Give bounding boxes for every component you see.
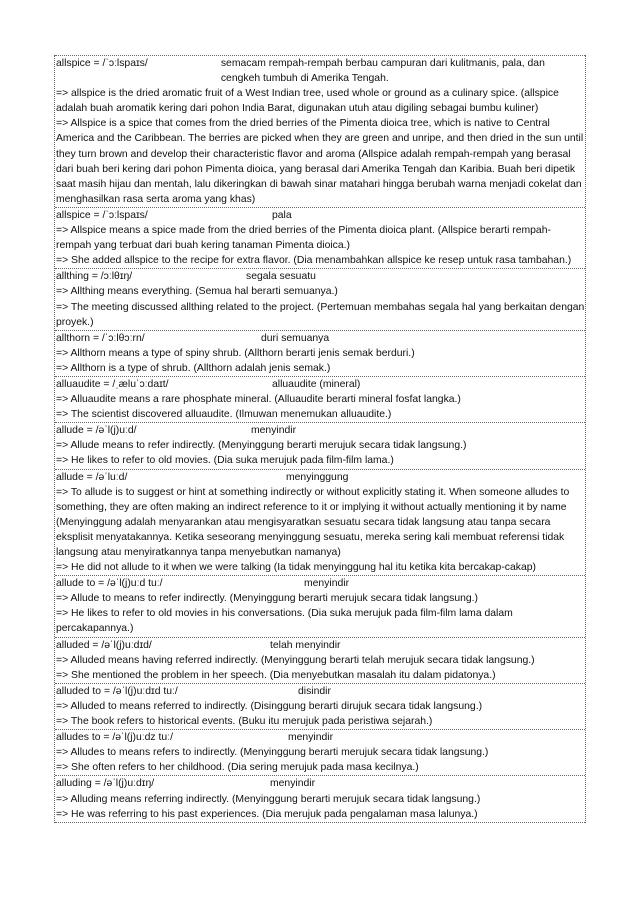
definition-line: => Allthing means everything. (Semua hal berarti semuanya.): [56, 286, 338, 298]
entry-alludes-to: [55, 729, 585, 775]
entry-heading: [56, 730, 585, 745]
headword: allude to = /əˈl(j)uːd tuː/: [56, 578, 163, 590]
definition-line: => Allude means to refer indirectly. (Menyinggung berarti merujuk secara tidak langsung.): [56, 440, 467, 452]
meaning: duri semuanya: [261, 332, 330, 344]
entry-allude-2: [55, 469, 585, 576]
entry-heading: [56, 638, 585, 653]
definition-line: => Allspice means a spice made from the dried berries of the Pimenta dioica plant. (Allspice berarti rempah-rempah yang terbuat dari buah kering tanaman Pimenta dioica.): [56, 225, 551, 252]
entry-heading: [56, 470, 585, 485]
entry-heading: [56, 576, 585, 591]
definition-line: => Allspice is a spice that comes from the dried berries of the Pimenta dioica tree, which is native to Central America and the Caribbean. The berries are picked when they are green and unripe, and then dried in the sun until they turn brown and develop their characteristic flavor and aroma (Allspice adalah rempah-rempah yang berasal dari buah beri kering dari pohon Pimenta dioica, yang berasal dari Amerika Tengah dan Karibia. Buah beri dipetik saat masih hijau dan mentah, lalu dikeringkan di bawah sinar matahari hingga berubah warna menjadi cokelat dan menghasilkan rasa serta aroma yang khas): [56, 118, 584, 205]
meaning: alluaudite (mineral): [272, 378, 361, 390]
entry-heading: [56, 208, 585, 223]
meaning: disindir: [298, 685, 331, 697]
dictionary-document: [54, 55, 586, 823]
entry-heading: [56, 684, 585, 699]
headword: allude = /əˈluːd/: [56, 471, 128, 483]
entry-heading: [56, 269, 585, 284]
meaning: pala: [272, 209, 292, 221]
entry-heading: [56, 56, 585, 86]
entry-allude-1: [55, 422, 585, 468]
definition-line: => He likes to refer to old movies in his conversations. (Dia suka merujuk pada film-film lama dalam percakapannya.): [56, 608, 513, 635]
entry-heading: [56, 377, 585, 392]
definition-line: => Alluding means referring indirectly. (Menyinggung berarti merujuk secara tidak langsung.): [56, 793, 481, 805]
headword: alludes to = /əˈl(j)uːdz tuː/: [56, 732, 173, 744]
definition-line: => allspice is the dried aromatic fruit of a West Indian tree, used whole or ground as a culinary spice. (allspice adalah buah aromatik kering dari pohon India Barat, digunakan utuh atau digiling sebagai bumbu kuliner): [56, 88, 559, 115]
definition-line: => He was referring to his past experiences. (Dia merujuk pada pengalaman masa lalunya.): [56, 808, 478, 820]
definition-line: => Alludes to means refers to indirectly. (Menyinggung berarti merujuk secara tidak langsung.): [56, 747, 489, 759]
meaning: menyinggung: [286, 471, 349, 483]
entry-alluaudite: [55, 376, 585, 422]
definition-line: => He did not allude to it when we were talking (Ia tidak menyinggung hal itu ketika kita bercakap-cakap): [56, 562, 536, 574]
definition-line: => She often refers to her childhood. (Dia sering merujuk pada masa kecilnya.): [56, 762, 419, 774]
entry-allthorn: [55, 330, 585, 376]
headword: allspice = /ˈɔːlspaɪs/: [56, 58, 148, 69]
headword: allude = /əˈl(j)uːd/: [56, 425, 137, 437]
definition-line: => She added allspice to the recipe for extra flavor. (Dia menambahkan allspice ke resep untuk rasa tambahan.): [56, 255, 572, 267]
definition-line: => The scientist discovered alluaudite. (Ilmuwan menemukan alluaudite.): [56, 409, 392, 421]
meaning: menyindir: [288, 732, 334, 744]
definition-line: => The book refers to historical events. (Buku itu merujuk pada peristiwa sejarah.): [56, 716, 433, 728]
entry-alluding: [55, 775, 585, 822]
entry-allude-to: [55, 575, 585, 636]
entry-alluded-to: [55, 683, 585, 729]
entry-heading: [56, 331, 585, 346]
entry-alluded: [55, 637, 585, 683]
definition-line: => Allthorn means a type of spiny shrub. (Allthorn berarti jenis semak berduri.): [56, 347, 415, 359]
definition-line: => Allude to means to refer indirectly. (Menyinggung berarti merujuk secara tidak langsung.): [56, 593, 479, 605]
entry-heading: [56, 776, 585, 791]
entry-heading: [56, 423, 585, 438]
entry-allspice-2: [55, 207, 585, 268]
meaning: menyindir: [270, 778, 316, 790]
headword: alluded to = /əˈl(j)uːdɪd tuː/: [56, 685, 178, 697]
headword: alluded = /əˈl(j)uːdɪd/: [56, 639, 152, 651]
headword: alluaudite = /ˌæluˈɔːdaɪt/: [56, 378, 169, 390]
meaning: menyindir: [251, 425, 297, 437]
meaning: menyindir: [304, 578, 350, 590]
entry-allthing: [55, 268, 585, 329]
definition-line: => Alluaudite means a rare phosphate mineral. (Alluaudite berarti mineral fosfat langka.): [56, 394, 461, 406]
definition-line: => Alluded to means referred to indirectly. (Disinggung berarti dirujuk secara tidak langsung.): [56, 700, 483, 712]
headword: alluding = /əˈl(j)uːdɪŋ/: [56, 778, 155, 790]
definition-line: => To allude is to suggest or hint at something indirectly or without explicitly stating it. When someone alludes to something, they are often making an indirect reference to it or implying it without actually mentioning it by name (Menyinggung adalah menyarankan atau mengisyaratkan sesuatu secara tidak langsung atau tanpa secara eksplisit menyatakannya. Ketika seseorang menyinggung sesuatu, mereka sering kali membuat referensi tidak langsung atau menyiratkannya tanpa menyebutkan namanya): [56, 486, 570, 558]
meaning: segala sesuatu: [246, 271, 316, 283]
meaning: telah menyindir: [270, 639, 341, 651]
definition-line: => He likes to refer to old movies. (Dia suka merujuk pada film-film lama.): [56, 455, 394, 467]
definition-line: => The meeting discussed allthing related to the project. (Pertemuan membahas segala hal yang berkaitan dengan proyek.): [56, 301, 585, 328]
entry-allspice-1: [55, 55, 585, 207]
headword: allspice = /ˈɔːlspaɪs/: [56, 209, 148, 221]
meaning: semacam rempah-rempah berbau campuran dari kulitmanis, pala, dan cengkeh tumbuh di Amerika Tengah.: [220, 58, 545, 85]
headword: allthorn = /ˈɔːlθɔːrn/: [56, 332, 145, 344]
definition-line: => She mentioned the problem in her speech. (Dia menyebutkan masalah itu dalam pidatonya.): [56, 669, 496, 681]
definition-line: => Alluded means having referred indirectly. (Menyinggung berarti telah merujuk secara tidak langsung.): [56, 654, 535, 666]
definition-line: => Allthorn is a type of shrub. (Allthorn adalah jenis semak.): [56, 362, 331, 374]
headword: allthing = /ɔːlθɪŋ/: [56, 271, 133, 283]
